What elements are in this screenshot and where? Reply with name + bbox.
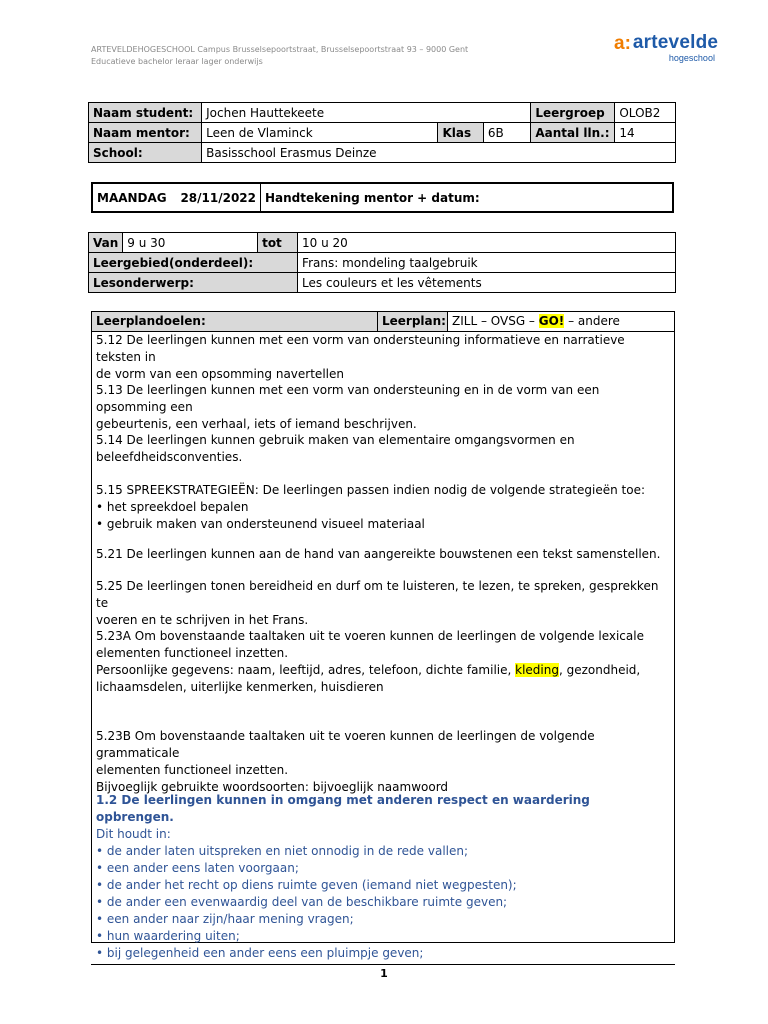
objective-line: • gebruik maken van ondersteunend visueel materiaal xyxy=(96,517,425,531)
day-signature-box xyxy=(91,182,674,213)
artevelde-logo xyxy=(614,33,718,63)
list-item: • de ander het recht op diens ruimte geven (iemand niet wegpesten); xyxy=(96,878,517,892)
objective-5-23b xyxy=(96,728,668,796)
objective-5-23a xyxy=(96,628,668,696)
list-item: • hun waardering uiten; xyxy=(96,929,240,943)
list-item: • een ander naar zijn/haar mening vragen; xyxy=(96,912,354,926)
objective-5-14 xyxy=(96,432,668,466)
objective-line: de vorm van een opsomming navertellen xyxy=(96,367,344,381)
objective-line: gebeurtenis, een verhaal, iets of iemand beschrijven. xyxy=(96,417,417,431)
objective-5-15 xyxy=(96,482,668,533)
count-value: 14 xyxy=(615,123,676,143)
class-label: Klas xyxy=(438,123,483,143)
student-label: Naam student: xyxy=(89,103,202,123)
mentor-label: Naam mentor: xyxy=(89,123,202,143)
day-label: MAANDAG xyxy=(97,190,167,205)
objective-line: 5.14 De leerlingen kunnen gebruik maken van elementaire omgangsvormen en xyxy=(96,433,575,447)
lesson-info-table xyxy=(88,232,676,293)
objective-line: Dit houdt in: xyxy=(96,827,171,841)
objective-line: Bijvoeglijk gebruikte woordsoorten: bijvoeglijk naamwoord xyxy=(96,780,449,794)
objective-5-13 xyxy=(96,382,668,433)
objective-line: 5.12 De leerlingen kunnen met een vorm van ondersteuning informatieve en narratieve teksten in xyxy=(96,333,625,364)
objectives-header xyxy=(92,312,674,332)
objective-line: 5.15 SPREEKSTRATEGIEËN: De leerlingen passen indien nodig de volgende strategieën toe: xyxy=(96,483,645,497)
logo-mark: a: xyxy=(614,33,631,54)
objective-line: 5.23B Om bovenstaande taaltaken uit te voeren kunnen de leerlingen de volgende grammaticale xyxy=(96,729,595,760)
list-item: • bij gelegenheid een ander eens een pluimpje geven; xyxy=(96,946,424,960)
highlight-kleding: kleding xyxy=(515,663,559,677)
objective-text: , gezondheid, xyxy=(558,663,641,677)
header-program: Educatieve bachelor leraar lager onderwijs xyxy=(91,57,263,66)
objectives-box xyxy=(91,311,675,960)
footer-divider xyxy=(91,964,675,965)
group-label: Leergroep xyxy=(531,103,615,123)
objective-5-21 xyxy=(96,546,668,563)
logo-name: artevelde xyxy=(632,32,719,53)
from-value: 9 u 30 xyxy=(123,233,258,253)
group-value: OLOB2 xyxy=(615,103,676,123)
plan-text-b: – andere xyxy=(564,314,620,328)
school-value: Basisschool Erasmus Deinze xyxy=(202,143,676,163)
to-value: 10 u 20 xyxy=(298,233,676,253)
school-header xyxy=(91,44,468,68)
student-info-table xyxy=(88,102,676,163)
objective-1-2 xyxy=(96,792,668,962)
objective-line: 5.21 De leerlingen kunnen aan de hand van aangereikte bouwstenen een tekst samenstellen. xyxy=(96,547,661,561)
area-label: Leergebied(onderdeel): xyxy=(89,253,298,273)
objective-line: elementen functioneel inzetten. xyxy=(96,763,289,777)
logo-sub: hogeschool xyxy=(668,53,715,63)
to-label: tot xyxy=(258,233,298,253)
count-label: Aantal lln.: xyxy=(531,123,615,143)
objective-5-12 xyxy=(96,332,668,383)
topic-value: Les couleurs et les vêtements xyxy=(298,273,676,293)
objective-line: elementen functioneel inzetten. xyxy=(96,646,289,660)
from-label: Van xyxy=(89,233,123,253)
objective-line: 1.2 De leerlingen kunnen in omgang met anderen respect en waardering opbrengen. xyxy=(96,793,590,824)
objective-text: Persoonlijke gegevens: naam, leeftijd, adres, telefoon, dichte familie, xyxy=(96,663,516,677)
list-item: • de ander laten uitspreken en niet onnodig in de rede vallen; xyxy=(96,844,469,858)
page-number: 1 xyxy=(380,967,388,980)
student-value: Jochen Hauttekeete xyxy=(202,103,531,123)
school-label: School: xyxy=(89,143,202,163)
plan-label: Leerplan: xyxy=(378,312,448,331)
class-value: 6B xyxy=(483,123,530,143)
signature-label: Handtekening mentor + datum: xyxy=(265,190,480,205)
objective-line: 5.25 De leerlingen tonen bereidheid en durf om te luisteren, te lezen, te spreken, gesprekken te xyxy=(96,579,659,610)
list-item: • een ander eens laten voorgaan; xyxy=(96,861,299,875)
objective-line xyxy=(96,662,668,679)
objective-line: beleefdheidsconventies. xyxy=(96,450,243,464)
list-item: • de ander een evenwaardig deel van de beschikbare ruimte geven; xyxy=(96,895,508,909)
area-value: Frans: mondeling taalgebruik xyxy=(298,253,676,273)
objective-line: lichaamsdelen, uiterlijke kenmerken, huisdieren xyxy=(96,680,384,694)
objective-line: • het spreekdoel bepalen xyxy=(96,500,249,514)
header-address: ARTEVELDEHOGESCHOOL Campus Brusselsepoortstraat, Brusselsepoortstraat 93 – 9000 Gent xyxy=(91,45,469,54)
plan-text-a: ZILL – OVSG – xyxy=(452,314,539,328)
topic-label: Lesonderwerp: xyxy=(89,273,298,293)
plan-highlight: GO! xyxy=(538,314,565,328)
plan-options xyxy=(448,312,674,331)
objectives-label: Leerplandoelen: xyxy=(92,312,378,331)
objective-5-25 xyxy=(96,578,668,629)
objective-line: voeren en te schrijven in het Frans. xyxy=(96,613,309,627)
objective-line: 5.23A Om bovenstaande taaltaken uit te voeren kunnen de leerlingen de volgende lexicale xyxy=(96,629,644,643)
objective-line: 5.13 De leerlingen kunnen met een vorm van ondersteuning en in de vorm van een opsomming een xyxy=(96,383,600,414)
mentor-value: Leen de Vlaminck xyxy=(202,123,438,143)
day-date: 28/11/2022 xyxy=(180,190,256,205)
